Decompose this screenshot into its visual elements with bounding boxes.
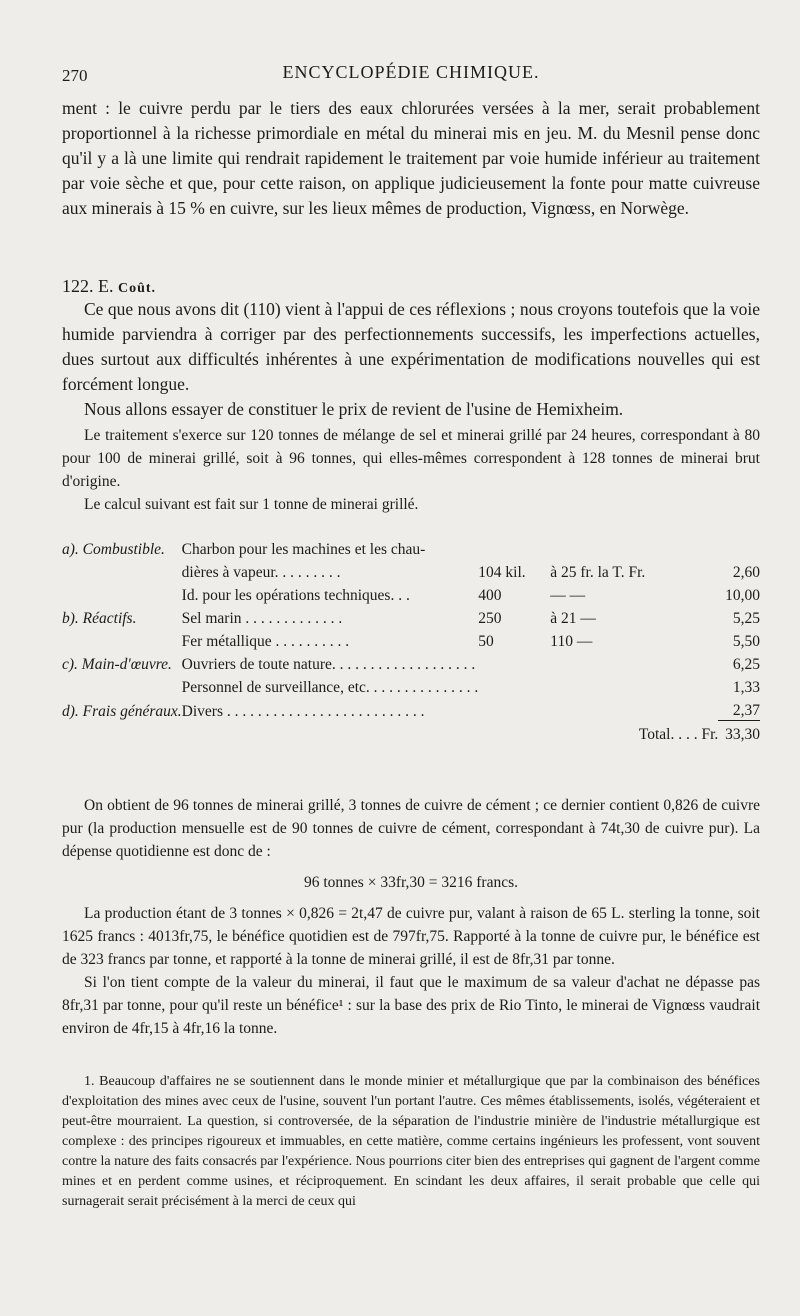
cost-row	[62, 605, 760, 628]
cost-amount: 2,37	[732, 702, 760, 719]
treatment-block	[62, 424, 760, 516]
cost-row	[62, 697, 760, 721]
results-block	[62, 794, 760, 1040]
section-paragraph: Nous allons essayer de constituer le prix de revient de l'usine de Hemixheim.	[84, 399, 624, 419]
cost-description: Ouvriers de toute nature. . . . . . . . . . . . . . . . . . .	[181, 656, 476, 673]
cost-table-block	[62, 536, 760, 744]
cost-description: Personnel de surveillance, etc. . . . . . . . . . . . . . .	[181, 679, 479, 696]
cost-row	[62, 674, 760, 697]
cost-description: Fer métallique . . . . . . . . . .	[181, 633, 350, 650]
production-paragraph: La production étant de 3 tonnes × 0,826 = 2t,47 de cuivre pur, valant à raison de 65 L. sterling la tonne, soit 1625 francs : 4013fr,75, le bénéfice quotidien est de 797fr,75. Rapporté à la tonne de cuivre pur, le bénéfice est de 323 francs par tonne, et rapporté à la tonne de minerai grillé, il est de 8fr,31 par tonne.	[62, 905, 760, 968]
section-letter: E.	[98, 276, 114, 296]
cost-category: b). Réactifs.	[62, 610, 137, 627]
daily-expense-formula: 96 tonnes × 33fr,30 = 3216 francs.	[303, 874, 519, 891]
cost-amount: 6,25	[732, 656, 760, 673]
cost-description: Id. pour les opérations techniques. . .	[181, 587, 410, 604]
cost-quantity	[478, 536, 550, 559]
cost-amount: 2,60	[732, 564, 760, 581]
cost-amount: 1,33	[732, 679, 760, 696]
footnote: 1. Beaucoup d'affaires ne se soutiennent dans le monde minier et métallurgique que par la combinaison des bénéfices d'exploitation des mines avec ceux de l'usine, souvent l'un portant l'autre. Ces mêmes établissements, isolés, végéteraient et peut-être mourraient. La question, si controversée, de la séparation de l'industrie minière de l'industrie métallurgique est complexe : des principes rigoureux et immuables, en cette matière, comme certains ingénieurs les professent, vont souvent contre la nature des faits consacrés par l'expérience. Nous pourrions citer bien des entreprises qui gagnent de l'argent comme mines et en perdent comme usines, et réciproquement. En scindant les deux affaires, il serait probable que celle qui surnagerait serait précisément à la merci de ceux qui	[62, 1074, 760, 1209]
section-title: Coût.	[118, 281, 157, 296]
cost-category: a). Combustible.	[62, 541, 165, 558]
cost-amount: 5,25	[732, 610, 760, 627]
cost-amount: 5,50	[732, 633, 760, 650]
intro-paragraph: ment : le cuivre perdu par le tiers des eaux chlorurées versées à la mer, serait probablement proportionnel à la richesse primordiale en métal du minerai mis en jeu. M. du Mesnil pense donc qu'il y a là une limite qui rendrait rapidement le traitement par voie humide inférieur au traitement par voie sèche et que, pour cette raison, on applique judicieusement la fonte pour matte cuivreuse aux minerais à 15 % en cuivre, sur les lieux mêmes de production, Vignœss, en Norwège.	[62, 98, 760, 218]
section-heading	[62, 276, 760, 297]
total-amount: 33,30	[718, 721, 760, 745]
cost-unit-price: — —	[550, 587, 586, 604]
cost-unit-price: à 21 —	[550, 610, 596, 627]
calc-basis-paragraph: Le calcul suivant est fait sur 1 tonne de minerai grillé.	[84, 496, 419, 513]
cost-category	[62, 559, 182, 582]
cost-table	[62, 536, 760, 744]
cost-category	[62, 628, 182, 651]
cost-description: Sel marin . . . . . . . . . . . . .	[181, 610, 343, 627]
cost-amount: 10,00	[725, 587, 760, 604]
footnote-block	[62, 1072, 760, 1212]
cost-row	[62, 651, 760, 674]
page-number: 270	[62, 66, 88, 85]
treatment-paragraph: Le traitement s'exerce sur 120 tonnes de mélange de sel et minerai grillé par 24 heures, correspondant à 80 pour 100 de minerai grillé, soit à 96 tonnes, qui elles-mêmes correspondent à 128 tonnes de minerai brut d'origine.	[62, 427, 760, 490]
cost-category: c). Main-d'œuvre.	[62, 656, 172, 673]
section-paragraph: Ce que nous avons dit (110) vient à l'appui de ces réflexions ; nous croyons toutefois que la voie humide parviendra à corriger par des perfectionnements successifs, les imperfections actuelles, dues surtout aux difficultés inhérentes à une expérimentation de modifications nouvelles qui est forcément longue.	[62, 299, 760, 394]
cost-category	[62, 674, 182, 697]
cost-unit-price	[550, 536, 718, 559]
cost-unit-price: à 25 fr. la T. Fr.	[550, 564, 646, 581]
cost-row	[62, 628, 760, 651]
total-label: Total. . . . Fr.	[638, 726, 719, 743]
cost-description: dières à vapeur. . . . . . . . .	[181, 564, 341, 581]
cost-row	[62, 559, 760, 582]
running-head	[62, 62, 760, 88]
cost-quantity	[478, 697, 550, 721]
cost-row	[62, 536, 760, 559]
cost-category: d). Frais généraux.	[62, 702, 182, 720]
cost-quantity: 50	[478, 633, 494, 650]
cost-quantity	[478, 674, 550, 697]
total-row	[62, 721, 760, 745]
section-number: 122.	[62, 276, 94, 296]
intro-block	[62, 96, 760, 221]
cost-description: Charbon pour les machines et les chau-	[181, 541, 426, 558]
cost-quantity: 400	[478, 587, 502, 604]
cost-quantity: 104 kil.	[478, 564, 526, 581]
cost-unit-price: 110 —	[550, 633, 593, 650]
ore-value-paragraph: Si l'on tient compte de la valeur du minerai, il faut que le maximum de sa valeur d'achat ne dépasse pas 8fr,31 par tonne, pour qu'il reste un bénéfice¹ : sur la base des prix de Rio Tinto, le minerai de Vignœss vaudrait environ de 4fr,15 à 4fr,16 la tonne.	[62, 974, 760, 1037]
section-122	[62, 276, 760, 422]
cost-row	[62, 582, 760, 605]
cost-category	[62, 582, 182, 605]
results-paragraph: On obtient de 96 tonnes de minerai grillé, 3 tonnes de cuivre de cément ; ce dernier contient 0,826 de cuivre pur (la production mensuelle est de 90 tonnes de cuivre de cément, correspondant à 74t,30 de cuivre pur). La dépense quotidienne est donc de :	[62, 797, 760, 860]
cost-unit-price	[550, 697, 718, 721]
cost-unit-price	[550, 674, 718, 697]
cost-amount	[718, 536, 760, 559]
cost-description: Divers . . . . . . . . . . . . . . . . . . . . . . . . . .	[181, 702, 425, 720]
cost-quantity	[478, 651, 550, 674]
cost-unit-price	[550, 651, 718, 674]
cost-quantity: 250	[478, 610, 502, 627]
running-title: ENCYCLOPÉDIE CHIMIQUE.	[282, 62, 540, 82]
